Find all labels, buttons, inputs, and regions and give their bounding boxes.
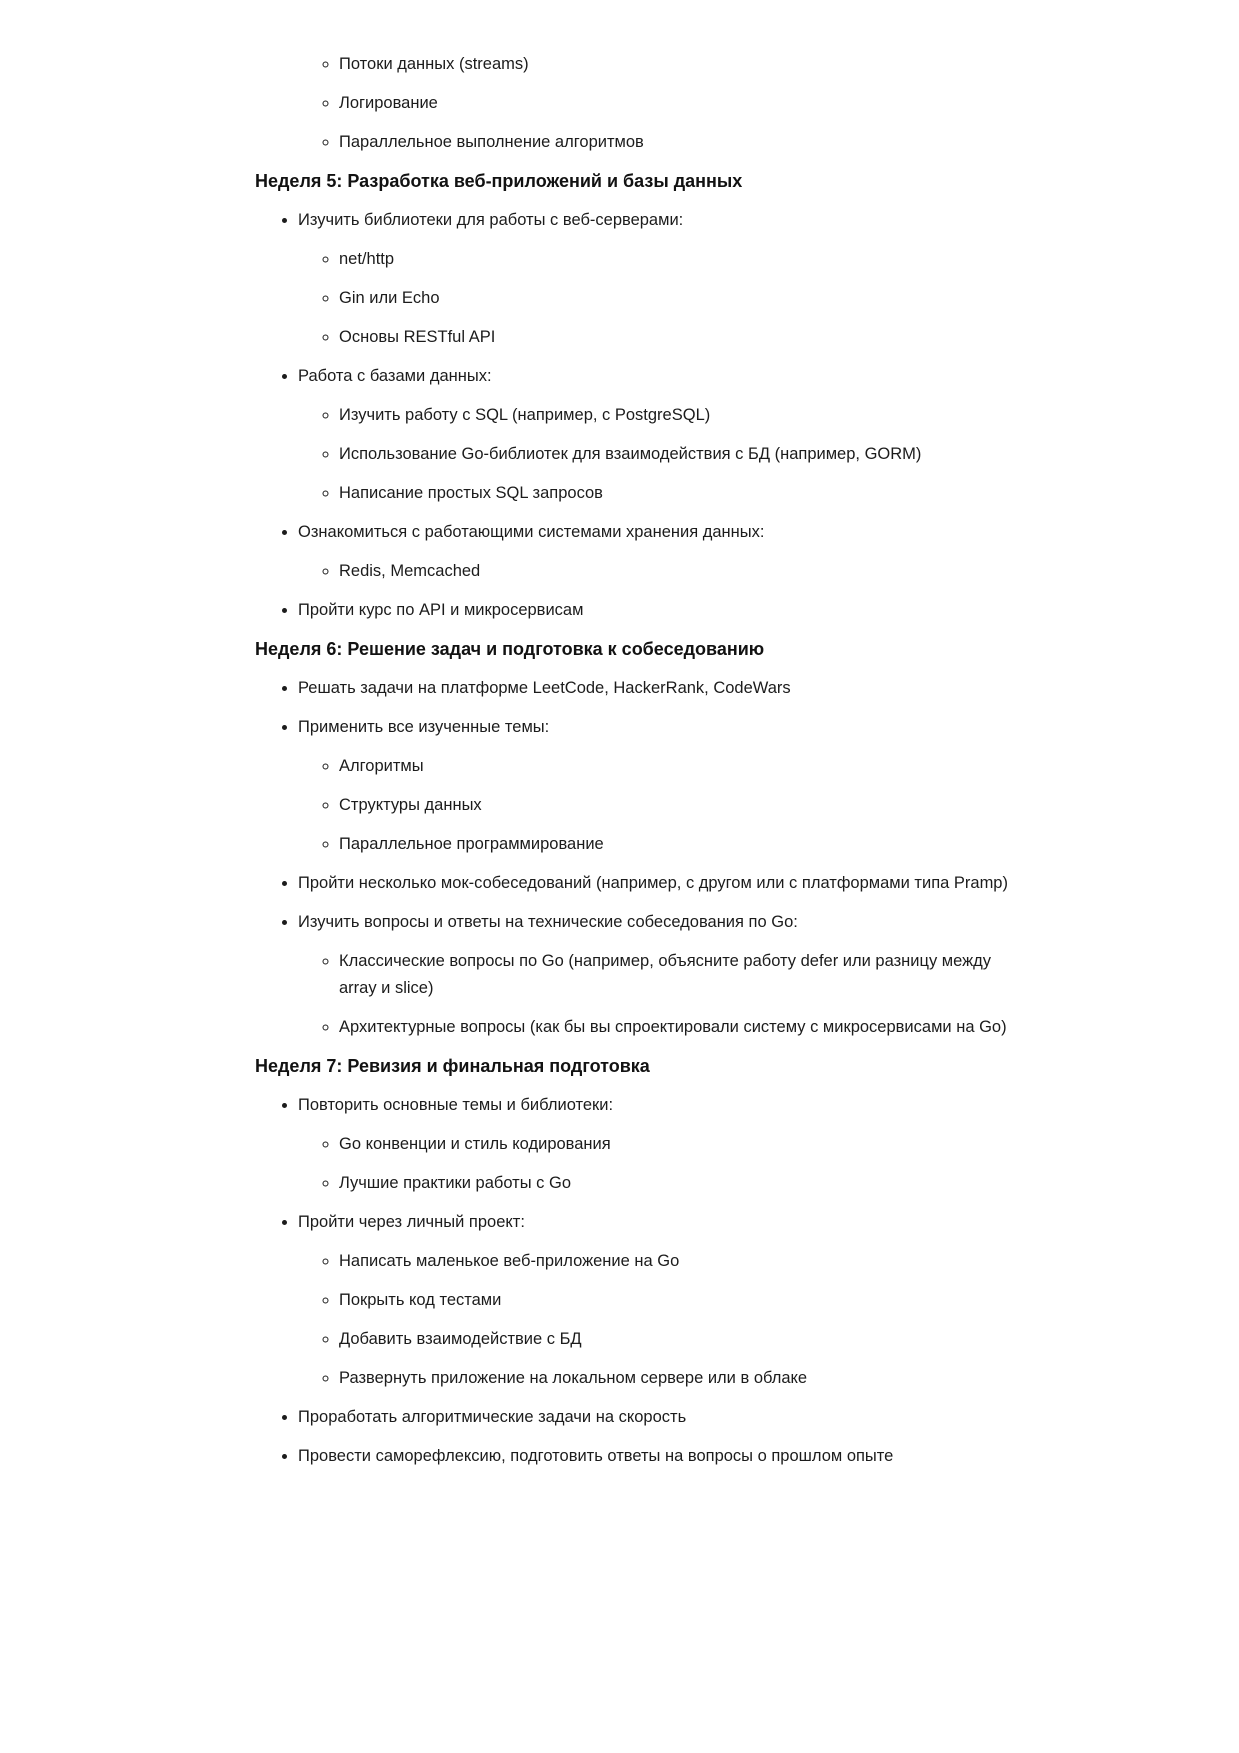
list-item-text: Написать маленькое веб-приложение на Go (339, 1252, 680, 1270)
list-item (339, 285, 1020, 312)
list-item (298, 519, 1020, 585)
nested-list (298, 1131, 1020, 1197)
list-item (298, 1092, 1020, 1197)
nested-list (298, 753, 1020, 858)
list-item (339, 1287, 1020, 1314)
list-item (298, 597, 1020, 624)
list-item-text: Классические вопросы по Go (например, объясните работу defer или разницу между array и slice) (339, 952, 992, 997)
list-item-text: net/http (339, 250, 395, 268)
list-week6 (255, 675, 1020, 1041)
list-item-text: Повторить основные темы и библиотеки: (298, 1096, 614, 1114)
list-item-text: Пройти курс по API и микросервисам (298, 601, 584, 619)
list-item (298, 675, 1020, 702)
list-item-text: Основы RESTful API (339, 328, 496, 346)
list-item-text: Логирование (339, 94, 438, 112)
list-item (339, 51, 1020, 78)
list-item-text: Go конвенции и стиль кодирования (339, 1135, 611, 1153)
list-item (339, 324, 1020, 351)
nested-list (298, 1248, 1020, 1392)
list-item-text: Развернуть приложение на локальном сервере или в облаке (339, 1369, 808, 1387)
list-item (298, 363, 1020, 507)
list-item (298, 909, 1020, 1041)
list-item (339, 480, 1020, 507)
list-item-text: Добавить взаимодействие с БД (339, 1330, 582, 1348)
nested-list (298, 246, 1020, 351)
sublist-week4-topics (298, 51, 1020, 156)
list-item-text: Проработать алгоритмические задачи на скорость (298, 1408, 687, 1426)
list-item-text: Работа с базами данных: (298, 367, 492, 385)
list-item-text: Алгоритмы (339, 757, 424, 775)
list-item (339, 1170, 1020, 1197)
list-item-text: Потоки данных (streams) (339, 55, 529, 73)
list-item-text: Параллельное выполнение алгоритмов (339, 133, 644, 151)
list-item (339, 402, 1020, 429)
list-item (339, 792, 1020, 819)
list-item-text: Провести саморефлексию, подготовить ответы на вопросы о прошлом опыте (298, 1447, 894, 1465)
list-item (339, 129, 1020, 156)
list-item (339, 1014, 1020, 1041)
list-item-text: Использование Go-библиотек для взаимодействия с БД (например, GORM) (339, 445, 922, 463)
list-item-text: Применить все изученные темы: (298, 718, 550, 736)
list-item-text: Структуры данных (339, 796, 482, 814)
list-item-text: Решать задачи на платформе LeetCode, HackerRank, CodeWars (298, 679, 791, 697)
list-item-text: Лучшие практики работы с Go (339, 1174, 572, 1192)
list-item-text: Изучить работу с SQL (например, с PostgreSQL) (339, 406, 711, 424)
list-item (339, 246, 1020, 273)
list-item-text: Покрыть код тестами (339, 1291, 502, 1309)
list-item (339, 1365, 1020, 1392)
list-item (339, 948, 1020, 1002)
list-item-text: Пройти через личный проект: (298, 1213, 525, 1231)
list-item (298, 207, 1020, 351)
section-heading-week7: Неделя 7: Ревизия и финальная подготовка (255, 1056, 650, 1076)
list-item (339, 753, 1020, 780)
list-item-text: Ознакомиться с работающими системами хранения данных: (298, 523, 765, 541)
section-heading-week6: Неделя 6: Решение задач и подготовка к собеседованию (255, 639, 765, 659)
list-item (339, 90, 1020, 117)
nested-list (298, 558, 1020, 585)
list-item (339, 1326, 1020, 1353)
list-item (339, 1131, 1020, 1158)
list-item-text: Изучить библиотеки для работы с веб-серверами: (298, 211, 684, 229)
nested-list (298, 402, 1020, 507)
list-week5 (255, 207, 1020, 624)
nested-list (298, 948, 1020, 1041)
list-item (298, 714, 1020, 858)
list-item (339, 831, 1020, 858)
list-item (298, 870, 1020, 897)
list-item-text: Gin или Echo (339, 289, 440, 307)
section-heading-week5: Неделя 5: Разработка веб-приложений и базы данных (255, 171, 743, 191)
list-item (339, 1248, 1020, 1275)
list-item (298, 1404, 1020, 1431)
list-item-text: Параллельное программирование (339, 835, 604, 853)
list-item (339, 441, 1020, 468)
list-item-text: Написание простых SQL запросов (339, 484, 603, 502)
list-week7 (255, 1092, 1020, 1470)
list-item-text: Архитектурные вопросы (как бы вы спроектировали систему с микросервисами на Go) (339, 1018, 1007, 1036)
list-item-text: Redis, Memcached (339, 562, 481, 580)
list-item-text: Изучить вопросы и ответы на технические собеседования по Go: (298, 913, 798, 931)
list-item-text: Пройти несколько мок-собеседований (например, с другом или с платформами типа Pramp) (298, 874, 1008, 892)
list-item (298, 1209, 1020, 1392)
list-item (339, 558, 1020, 585)
list-item (298, 1443, 1020, 1470)
